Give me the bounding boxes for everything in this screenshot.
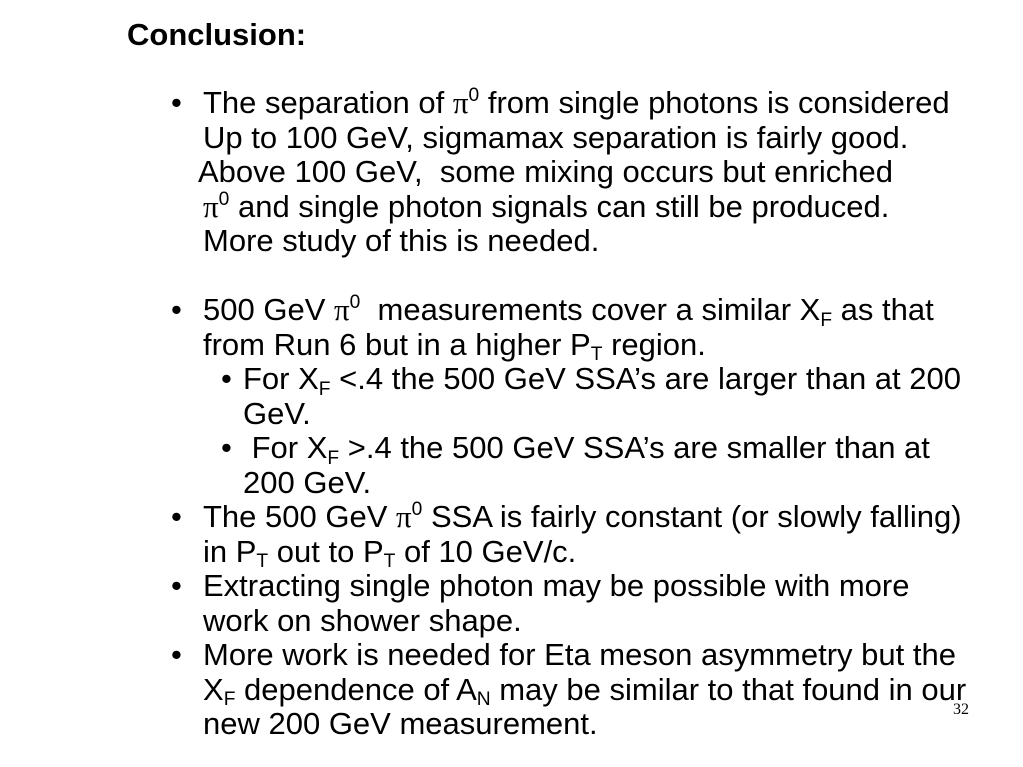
text-run: Up to 100 GeV, sigmamax separation is fairly good.	[203, 119, 909, 155]
subscript: T	[590, 344, 603, 366]
bullet-item-6	[0, 569, 1023, 638]
text-run: out to P	[268, 533, 384, 569]
bullet-marker: •	[171, 568, 182, 603]
text-run: 200 GeV.	[243, 464, 372, 500]
text-run: from Run 6 but in a higher P	[203, 326, 591, 362]
bullet-6-line-2	[0, 604, 1023, 639]
bullet-4-line-2	[0, 466, 1023, 501]
bullet-5-line-2	[0, 533, 1023, 573]
text-run: dependence of A	[235, 671, 477, 707]
text-run: For X	[243, 361, 319, 396]
text-run: region.	[602, 326, 706, 362]
bullet-1-line-4	[0, 190, 1023, 225]
superscript: 0	[218, 188, 230, 210]
text-run: SSA is fairly constant (or slowly falling)	[422, 499, 962, 534]
text-run: Above 100 GeV, some mixing occurs but enriched	[198, 154, 894, 189]
text-run: from single photons is considered	[479, 85, 950, 120]
bullet-item-4	[0, 431, 1023, 500]
bullet-5-line-1	[0, 500, 1023, 535]
bullet-marker: •	[171, 85, 182, 120]
text-run: For X	[243, 430, 328, 465]
bullet-item-2	[0, 292, 1023, 366]
superscript: 0	[349, 292, 361, 314]
text-run: and single photon signals can still be produced.	[229, 188, 890, 224]
subscript: F	[327, 447, 340, 469]
bullet-6-line-1	[0, 569, 1023, 604]
sub-bullet-marker: •	[221, 430, 232, 465]
bullet-marker: •	[171, 499, 182, 534]
bullet-marker: •	[171, 292, 182, 327]
bullet-3-line-1	[0, 361, 1023, 400]
text-run: The separation of	[203, 85, 453, 120]
text-run: More study of this is needed.	[203, 223, 600, 258]
bullet-2-line-1	[0, 292, 1023, 331]
subscript: F	[820, 309, 833, 331]
bullet-2-line-2	[0, 326, 1023, 366]
bullet-1-line-5	[0, 224, 1023, 259]
subscript: F	[318, 378, 331, 400]
text-run: new 200 GeV measurement.	[203, 706, 598, 741]
text-run: may be similar to that found in our	[490, 671, 967, 707]
bullet-marker: •	[171, 637, 182, 672]
bullet-1-line-2	[0, 121, 1023, 156]
pi-symbol: π	[333, 292, 350, 327]
bullet-1-line-3	[0, 155, 1023, 190]
pi-symbol: π	[203, 188, 219, 224]
text-run: More work is needed for Eta meson asymmetry but the	[203, 637, 956, 672]
text-run: work on shower shape.	[203, 602, 522, 638]
bullet-4-line-1	[0, 430, 1023, 469]
sub-bullet-marker: •	[221, 361, 232, 396]
subscript: N	[476, 689, 491, 711]
bullet-item-5	[0, 499, 1023, 573]
bullet-1-line-1	[0, 86, 1023, 121]
bullet-3-line-2	[0, 397, 1023, 432]
subscript: T	[256, 551, 269, 573]
text-run: Extracting single photon may be possible with more	[203, 568, 910, 603]
text-run: as that	[832, 292, 934, 327]
text-run: X	[203, 671, 224, 707]
superscript: 0	[468, 85, 480, 107]
bullet-item-7	[0, 638, 1023, 742]
text-run: 500 GeV	[203, 292, 334, 327]
text-run: >.4 the 500 GeV SSA’s are smaller than at	[339, 430, 930, 465]
text-run: in P	[203, 533, 257, 569]
subscript: T	[383, 551, 396, 573]
slide-title: Conclusion:	[127, 17, 307, 52]
subscript: F	[223, 689, 236, 711]
text-run: of 10 GeV/c.	[395, 533, 577, 569]
text-run: GeV.	[243, 395, 311, 431]
text-run: <.4 the 500 GeV SSA’s are larger than at 200	[330, 361, 961, 396]
bullet-item-3	[0, 362, 1023, 431]
bullet-item-1	[0, 86, 1023, 259]
pi-symbol: π	[396, 499, 412, 534]
page-number: 32	[953, 701, 969, 718]
text-run: The 500 GeV	[203, 499, 397, 534]
slide-body	[0, 86, 1023, 742]
superscript: 0	[411, 499, 423, 521]
bullet-7-line-1	[0, 638, 1023, 673]
text-run: measurements cover a similar X	[360, 292, 821, 327]
bullet-7-line-3	[0, 707, 1023, 742]
pi-symbol: π	[452, 85, 469, 120]
